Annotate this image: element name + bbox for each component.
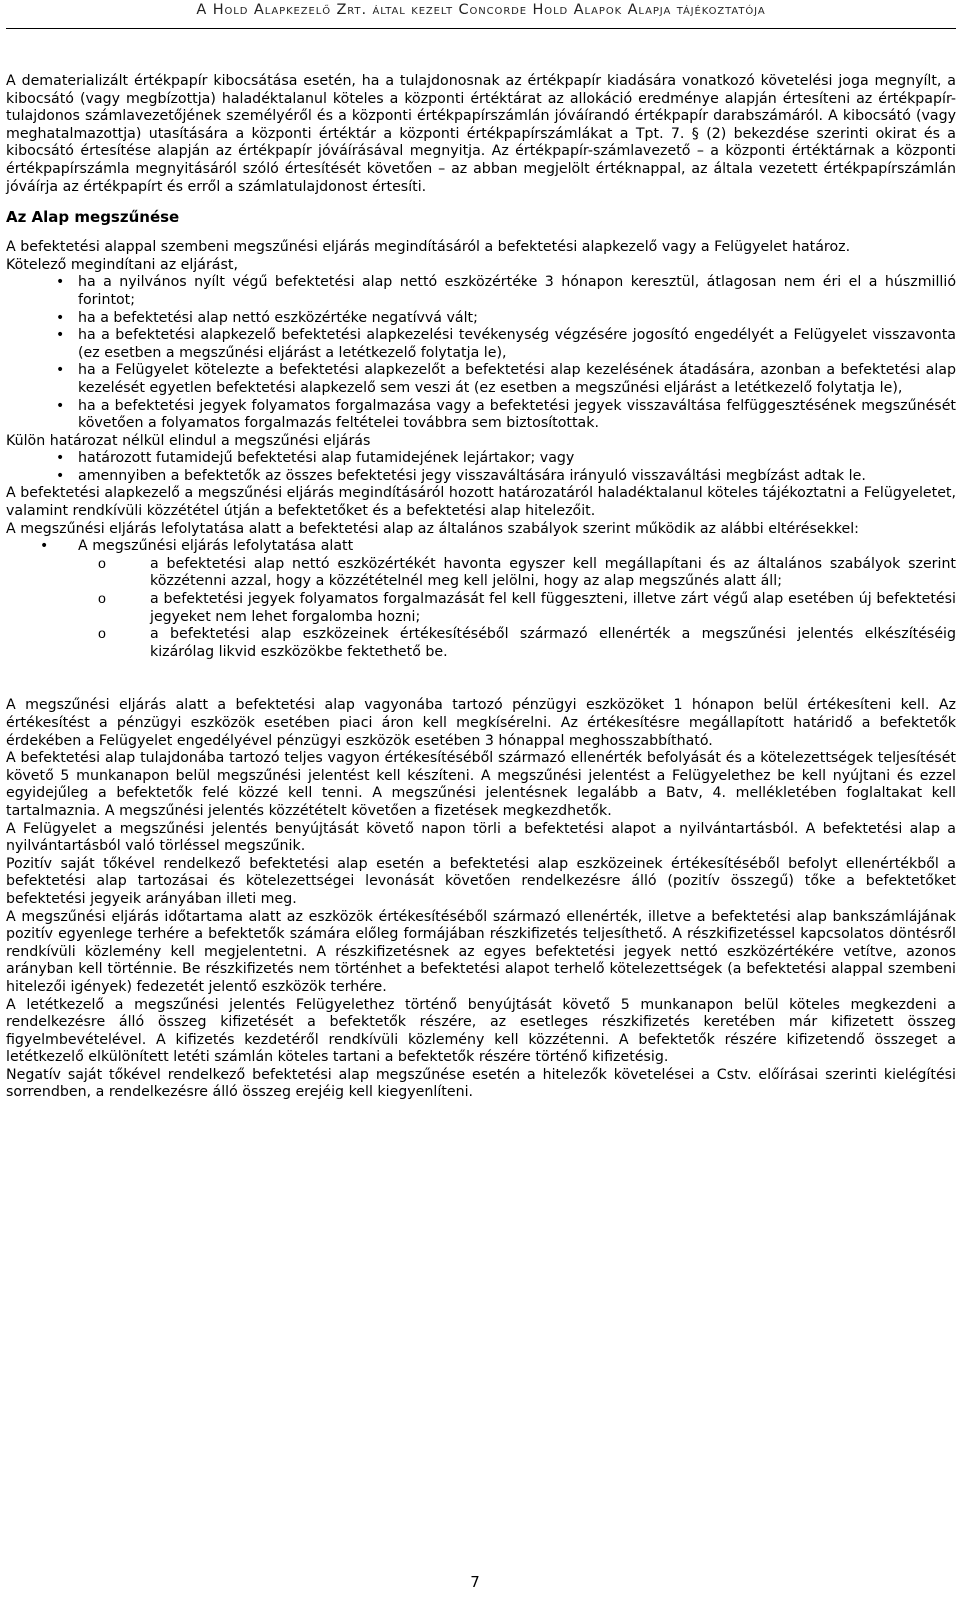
paragraph-publish: A befektetési alapkezelő a megszűnési eljárás megindításáról hozott határozatáról haladéktalanul köteles tájékoztatni a Felügyeletet, valamint rendkívüli közzététel útján a befektetőket és a befektetési alap hitelezőit.: [6, 485, 956, 520]
list-item: • amennyiben a befektetők az összes befektetési jegy visszaváltására irányuló visszaváltási megbízást adtak le.: [78, 468, 956, 486]
paragraph-termination-report: A befektetési alap tulajdonába tartozó teljes vagyon értékesítéséből származó ellenérték befolyását és a kötelezettségek teljesítését követő 5 munkanapon belül megszűnési jelentést kell készíteni. A megszűnési jelentést a Felügyelethez be kell nyújtani és ezzel egyidejűleg a befektetők felé közzé kell tenni. A megszűnési jelentésnek legalább a Batv, 4. mellékletében foglaltakat kell tartalmaznia. A megszűnési jelentés közzétételt követően a fizetések megkezdhetők.: [6, 750, 956, 819]
running-header: A Hold Alapkezelő Zrt. által kezelt Concorde Hold Alapok Alapja tájékoztatója: [6, 0, 956, 29]
paragraph-positive-equity: Pozitív saját tőkével rendelkező befektetési alap esetén a befektetési alap eszközeinek értékesítéséből befolyt ellenértékből a befektetési alap tartozásai és kötelezettségei levonását követően rendelkezésre álló (pozitív összegű) tőke a befektetőket befektetési jegyeik arányában illeti meg.: [6, 855, 956, 907]
deviation-list: [6, 538, 956, 661]
deviation-sublist: [78, 556, 956, 662]
list-item: • ha a befektetési alap nettó eszközértéke negatívvá vált;: [78, 310, 956, 328]
document-page: [6, 0, 956, 1102]
list-item: • ha a Felügyelet kötelezte a befektetési alapkezelőt a befektetési alap kezelésének átadására, azonban a befektetési alap kezelését egyetlen befektetési alapkezelő sem veszi át (ez esetben a megszűnési eljárást a letétkezelő folytatja le),: [78, 362, 956, 397]
list-item: • ha a befektetési alapkezelő befektetési alapkezelési tevékenység végzésére jogosító engedélyét a Felügyelet visszavonta (ez esetben a megszűnési eljárást a letétkezelő folytatja le),: [78, 327, 956, 362]
paragraph-sale-of-assets: A megszűnési eljárás alatt a befektetési alap vagyonába tartozó pénzügyi eszközöket 1 hónapon belül értékesíteni kell. Az értékesítést a pénzügyi eszközök esetében piaci áron kell megkísérelni. Az értékesítésre megállapított határidő a befektetők érdekében a Felügyelet engedélyével pénzügyi eszközök esetében 3 hónappal meghosszabbítható.: [6, 697, 956, 749]
section-title: Az Alap megszűnése: [6, 208, 180, 227]
deviation-item-label: A megszűnési eljárás lefolytatása alatt: [78, 538, 354, 555]
without-decision-list: [6, 450, 956, 485]
sub-list-item: o a befektetési alap eszközeinek értékesítéséből származó ellenérték a megszűnési jelentés elkészítéséig kizárólag likvid eszközökbe fektethető be.: [150, 626, 956, 661]
page-body: [6, 29, 956, 1102]
paragraph-deviations: A megszűnési eljárás lefolytatása alatt a befektetési alap az általános szabályok szerint működik az alábbi eltérésekkel:: [6, 520, 859, 537]
paragraph-partial-payment: A megszűnési eljárás időtartama alatt az eszközök értékesítéséből származó ellenérték, illetve a befektetési alap bankszámlájának pozitív egyenlege terhére a befektetők számára előleg formájában részkifizetés teljesíthető. A részkifizetéssel kapcsolatos döntésről rendkívüli közlemény kell megjelentetni. A részkifizetésnek az egyes befektetési jegyek nettó eszközértékére vetítve, azonos arányban kell történnie. Be részkifizetés nem történhet a befektetési alapot terhelő kötelezettségek (a befektetési alappal szembeni hitelezői igények) fedezetét jelentő eszközök terhére.: [6, 908, 956, 995]
list-item: • határozott futamidejű befektetési alap futamidejének lejártakor; vagy: [78, 450, 956, 468]
paragraph-deregistration: A Felügyelet a megszűnési jelentés benyújtását követő napon törli a befektetési alapot a nyilvántartásból. A befektetési alap a nyilvántartásból való törléssel megszűnik.: [6, 820, 956, 855]
sub-list-item: o a befektetési jegyek folyamatos forgalmazását fel kell függeszteni, illetve zárt végű alap esetében új befektetési jegyeket nem lehet forgalomba hozni;: [150, 591, 956, 626]
paragraph-mandatory-intro: Kötelező megindítani az eljárást,: [6, 256, 238, 273]
paragraph-negative-equity: Negatív saját tőkével rendelkező befektetési alap megszűnése esetén a hitelezők követelései a Cstv. előírásai szerinti kielégítési sorrendben, a rendelkezésre álló összeg erejéig kell kiegyenlíteni.: [6, 1066, 956, 1101]
list-item: [78, 538, 956, 661]
sub-list-item: o a befektetési alap nettó eszközértékét havonta egyszer kell megállapítani és az általános szabályok szerint közzétenni azzal, hogy a közzétételnél meg kell jelölni, hogy az alap megszűnés alatt áll;: [150, 556, 956, 591]
list-item: • ha a befektetési jegyek folyamatos forgalmazása vagy a befektetési jegyek visszaváltása felfüggesztésének megszűnését követően a folyamatos forgalmazás feltételei továbbra sem biztosítottak.: [78, 398, 956, 433]
paragraph-supervisor: A befektetési alappal szembeni megszűnési eljárás megindításáról a befektetési alapkezelő vagy a Felügyelet határoz.: [6, 239, 851, 256]
page-number: 7: [470, 1573, 480, 1591]
paragraph-without-decision-intro: Külön határozat nélkül elindul a megszűnési eljárás: [6, 432, 371, 449]
intro-paragraph: A dematerializált értékpapír kibocsátása esetén, ha a tulajdonosnak az értékpapír kiadására vonatkozó követelési joga megnyílt, a kibocsátó (vagy megbízottja) haladéktalanul köteles a központi értéktárat az allokáció eredménye alapján értesíteni az értékpapír-tulajdonos számlavezetőjének személyéről és a központi értékpapírszámlán jóváírandó értékpapír darabszámáról. A kibocsátó (vagy meghatalmazottja) utasítására a központi értéktár a központi értékpapírszámlákat a Tpt. 7. § (2) bekezdése szerinti okirat és a kibocsátó értesítése alapján az értékpapír jóváírásával megnyitja. Az értékpapír-számlavezető – a központi értéktárnak a központi értékpapírszámla megnyitásáról szóló értesítését követően – az abban megjelölt értéknappal, az általa vezetett értékpapírszámlán jóváírja az értékpapírt és erről a számlatulajdonost értesíti.: [6, 73, 956, 195]
spacer: [6, 661, 956, 697]
paragraph-custodian-payment: A letétkezelő a megszűnési jelentés Felügyelethez történő benyújtását követő 5 munkanapon belül köteles megkezdeni a rendelkezésre álló összeg kifizetését a befektetők részére, az esetleges részkifizetés keretében már kifizetett összeg figyelmbevételével. A kifizetés kezdetéről rendkívüli közlemény kell közzétenni. A befektetők részére kifizetendő összeget a letétkezelő elkülönített letéti számlán köteles tartani a befektetők részére történő kifizetésig.: [6, 996, 956, 1066]
list-item: • ha a nyilvános nyílt végű befektetési alap nettó eszközértéke 3 hónapon keresztül, átlagosan nem éri el a húszmillió forintot;: [78, 274, 956, 309]
mandatory-list: [6, 274, 956, 432]
